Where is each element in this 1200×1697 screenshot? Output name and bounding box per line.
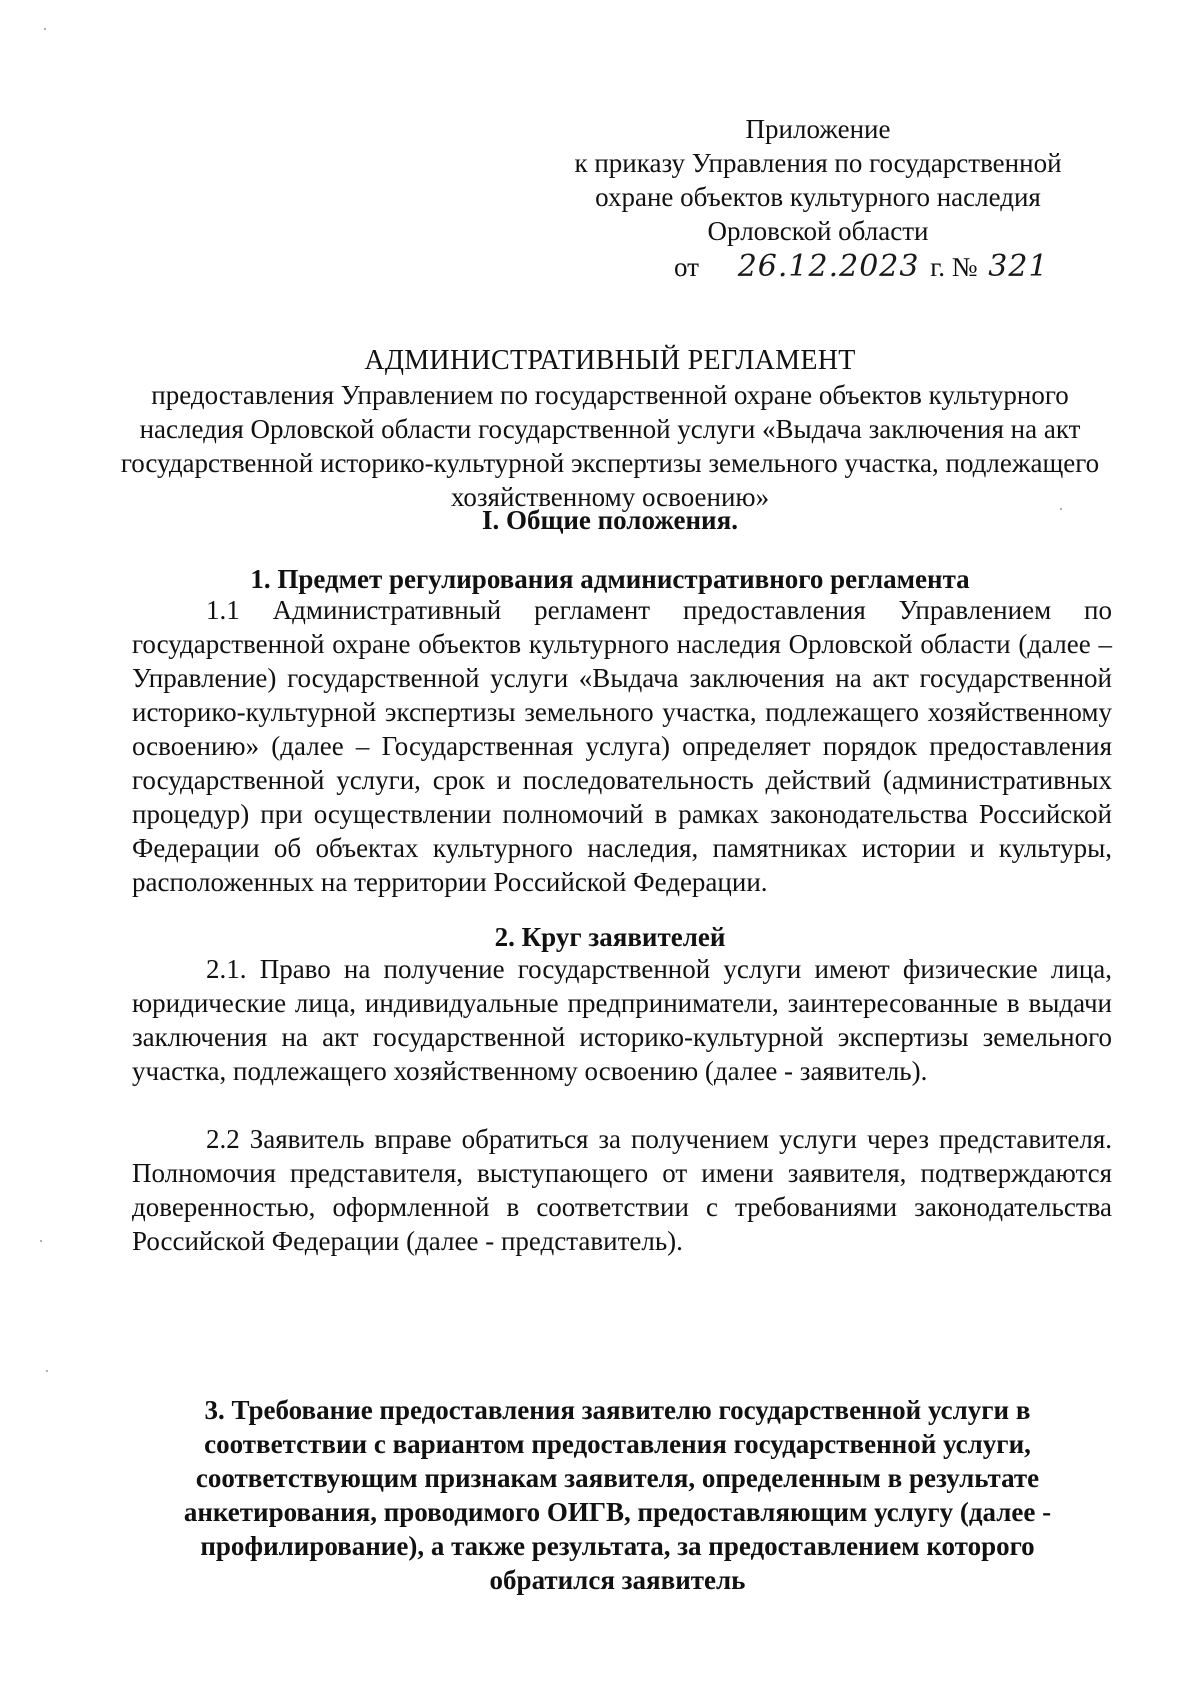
- handwritten-order-number: 321: [988, 249, 1049, 284]
- appendix-order-ref: к приказу Управления по государственной: [574, 148, 1062, 178]
- part-heading-general: I. Общие положения.: [482, 505, 738, 535]
- appendix-label: Приложение: [745, 114, 891, 144]
- scan-speck: [1060, 508, 1062, 510]
- document-title-block: [120, 344, 1100, 514]
- section-2-paragraph-1: 2.1. Право на получение государственной услуги имеют физические лица, юридические лица, индивидуальные предприниматели, заинтересованные в выдачи заключения на акт государственной историко-культурной экспертизы земельного участка, подлежащего хозяйственному освоению (далее - заявитель).: [132, 954, 1112, 1086]
- section-2-heading: 2. Круг заявителей: [494, 922, 726, 952]
- year-number-label: г. №: [930, 252, 978, 282]
- appendix-authority: охране объектов культурного наследия: [595, 182, 1041, 212]
- document-subtitle: предоставления Управлением по государственной охране объектов культурного наследия Орловской области государственной услуги «Выдача заключения на акт государственной историко-культурной экспертизы земельного участка, подлежащего хозяйственному освоению»: [120, 380, 1100, 512]
- appendix-date-line: [538, 250, 1098, 284]
- section-2-paragraph-2: 2.2 Заявитель вправе обратиться за получением услуги через представителя. Полномочия представителя, выступающего от имени заявителя, подтверждаются доверенностью, оформленной в соответствии с требованиями законодательства Российской Федерации (далее - представитель).: [132, 1124, 1112, 1256]
- document-title: АДМИНИСТРАТИВНЫЙ РЕГЛАМЕНТ: [364, 345, 856, 376]
- section-1-paragraph-1: 1.1 Административный регламент предоставления Управлением по государственной охране объектов культурного наследия Орловской области (далее – Управление) государственной услуги «Выдача заключения на акт государственной историко-культурной экспертизы земельного участка, подлежащего хозяйственному освоению» (далее – Государственная услуга) определяет порядок предоставления государственной услуги, срок и последовательность действий (административных процедур) при осуществлении полномочий в рамках законодательства Российской Федерации об объектах культурного наследия, памятниках истории и культуры, расположенных на территории Российской Федерации.: [132, 595, 1112, 897]
- section-3-heading: 3. Требование предоставления заявителю государственной услуги в соответствии с вариантом предоставления государственной услуги, соответствующим признакам заявителя, определенным в результате анкетирования, проводимого ОИГВ, предоставляющим услугу (далее - профилирование), а также результата, за предоставлением которого обратился заявитель: [183, 1395, 1052, 1595]
- section-1-heading: 1. Предмет регулирования административного регламента: [250, 564, 970, 594]
- handwritten-date: 26.12.2023: [737, 249, 920, 284]
- scan-speck: [44, 28, 46, 30]
- appendix-region: Орловской области: [707, 216, 929, 246]
- appendix-header: [538, 112, 1098, 284]
- scan-speck: [40, 1240, 42, 1242]
- date-prefix: от: [674, 252, 699, 282]
- scan-speck: [46, 1370, 48, 1372]
